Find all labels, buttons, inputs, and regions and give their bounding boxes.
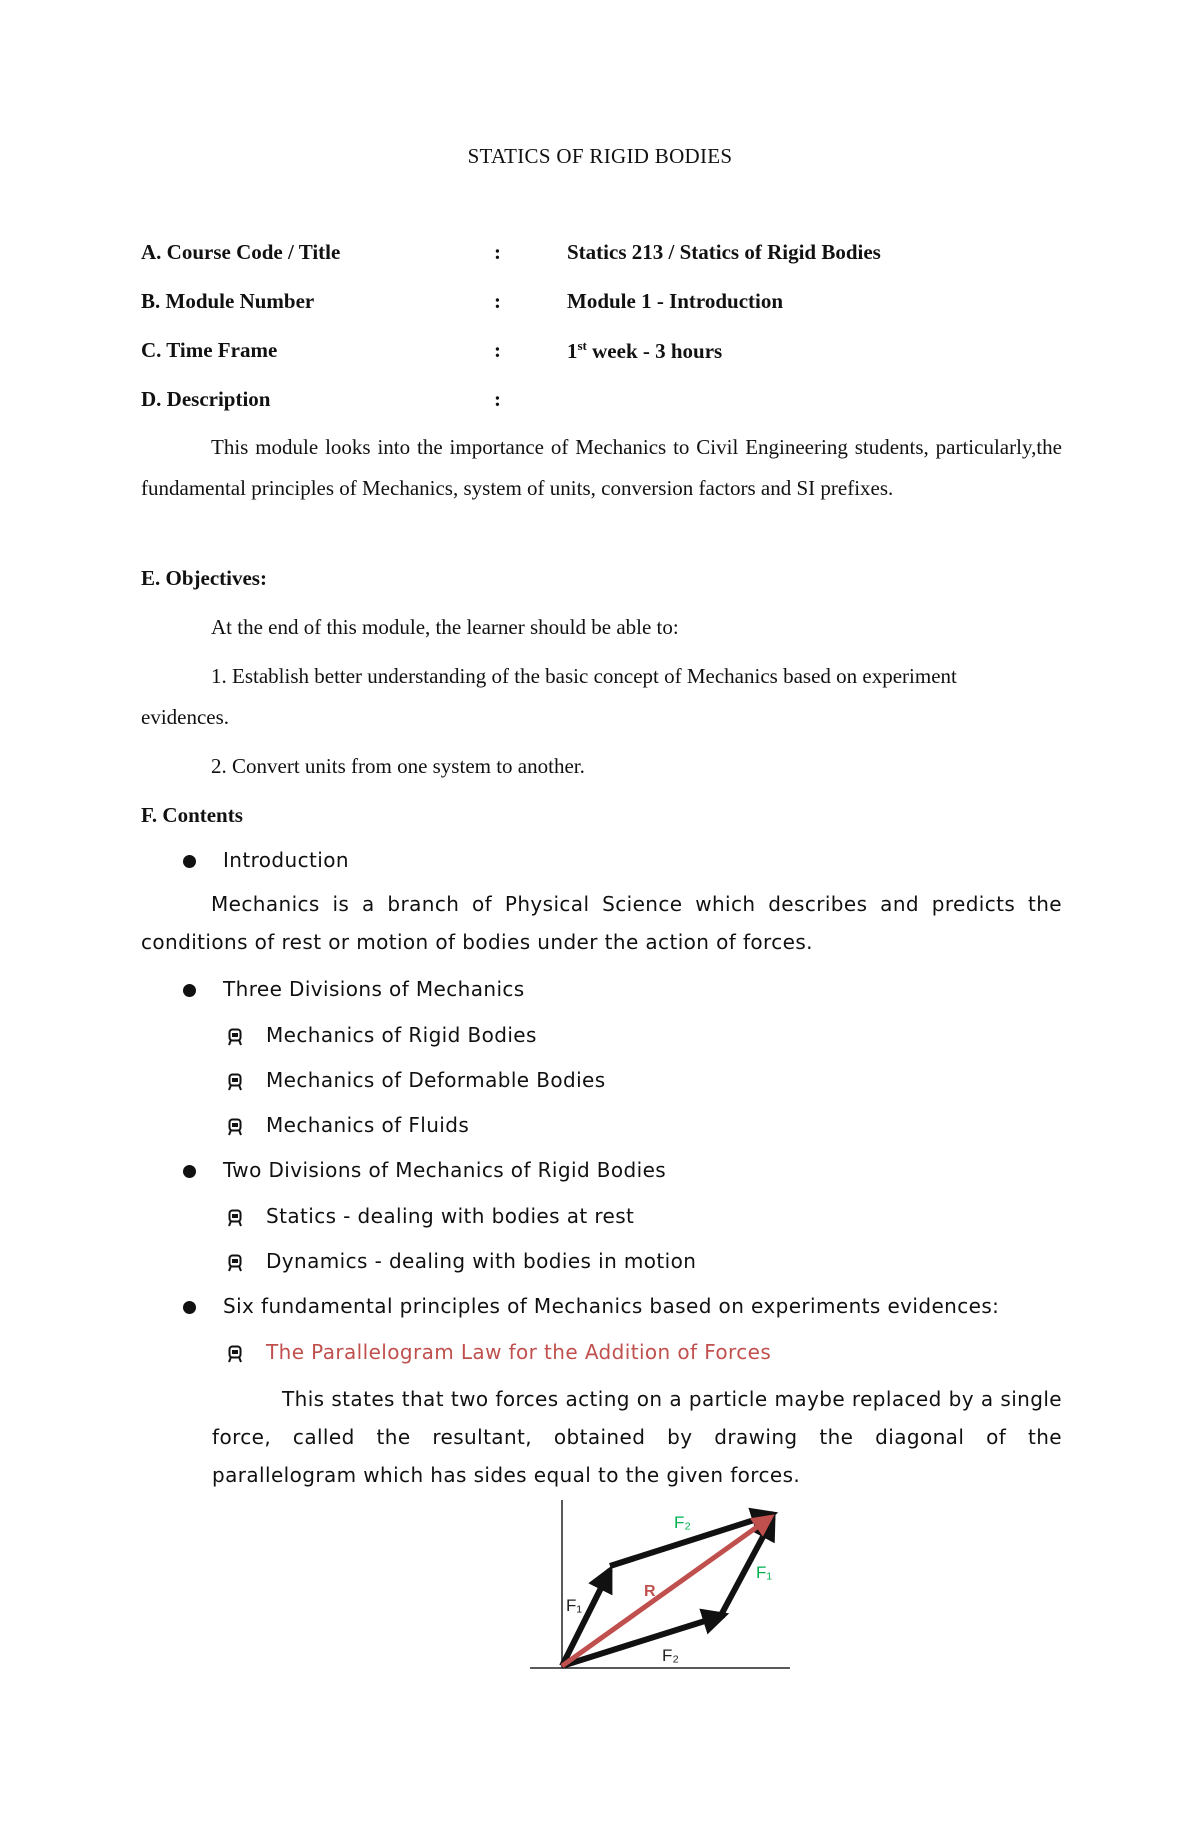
sub-item-text: Mechanics of Fluids <box>266 1113 470 1137</box>
mechanics-definition: Mechanics is a branch of Physical Science which describes and predicts the conditions of rest or motion of bodies under the action of forces. <box>141 892 1062 954</box>
page-title: STATICS OF RIGID BODIES <box>467 144 733 168</box>
sub-item-text: The Parallelogram Law for the Addition of Forces <box>266 1340 772 1364</box>
info-value-number: 1 <box>567 339 578 363</box>
sub-bullet-icon <box>228 1073 242 1091</box>
info-label: C. Time Frame <box>141 338 278 362</box>
contents-heading: F. Contents <box>141 803 243 827</box>
sub-item-text: Dynamics - dealing with bodies in motion <box>266 1249 697 1273</box>
bullet-two-divisions <box>183 1158 883 1188</box>
parallelogram-description: This states that two forces acting on a particle maybe replaced by a single force, called the resultant, obtained by drawing the diagonal of the parallelogram which has sides equal to the given forces. <box>212 1387 1062 1487</box>
label-f1-left: F₁ <box>566 1596 583 1615</box>
bullet-text: Introduction <box>223 848 349 872</box>
resultant-arrow <box>562 1517 771 1666</box>
info-colon: : <box>494 240 501 264</box>
sub-item-dynamics <box>228 1249 928 1279</box>
label-f1-right: F₁ <box>756 1563 773 1582</box>
info-colon: : <box>494 338 501 362</box>
objective-item-1-continued: evidences. <box>141 705 230 729</box>
objective-item-1: 1. Establish better understanding of the basic concept of Mechanics based on experiment <box>211 664 957 688</box>
info-value <box>567 338 722 364</box>
bullet-text: Six fundamental principles of Mechanics based on experiments evidences: <box>223 1294 1000 1318</box>
sub-bullet-icon <box>228 1254 242 1272</box>
description-paragraph: This module looks into the importance of Mechanics to Civil Engineering students, particularly,the fundamental principles of Mechanics, system of units, conversion factors and SI prefixes. <box>141 435 1062 500</box>
bullet-dot-icon <box>183 984 196 997</box>
info-label: B. Module Number <box>141 289 315 313</box>
info-value-rest: week - 3 hours <box>586 339 723 363</box>
bullet-six-principles <box>183 1294 1083 1324</box>
info-colon: : <box>494 289 501 313</box>
sub-item-text: Statics - dealing with bodies at rest <box>266 1204 635 1228</box>
bullet-dot-icon <box>183 1165 196 1178</box>
sub-bullet-icon <box>228 1118 242 1136</box>
sub-bullet-icon <box>228 1028 242 1046</box>
sub-item-text: Mechanics of Deformable Bodies <box>266 1068 606 1092</box>
parallelogram-diagram <box>528 1498 798 1688</box>
info-value: Module 1 - Introduction <box>567 289 784 313</box>
label-f2-top: F₂ <box>674 1513 691 1532</box>
info-row-course <box>141 240 1071 270</box>
info-value: Statics 213 / Statics of Rigid Bodies <box>567 240 881 264</box>
sub-item-deformable-bodies <box>228 1068 928 1098</box>
sub-bullet-icon <box>228 1209 242 1227</box>
sub-item-parallelogram-law <box>228 1340 928 1370</box>
objectives-intro: At the end of this module, the learner should be able to: <box>211 615 679 639</box>
bullet-text: Two Divisions of Mechanics of Rigid Bodies <box>223 1158 667 1182</box>
info-row-description <box>141 387 1071 417</box>
sub-item-statics <box>228 1204 928 1234</box>
info-value-ordinal: st <box>577 338 587 353</box>
bullet-text: Three Divisions of Mechanics <box>223 977 525 1001</box>
bullet-introduction <box>183 848 883 878</box>
bullet-dot-icon <box>183 855 196 868</box>
info-row-time-frame <box>141 338 1071 368</box>
info-label: D. Description <box>141 387 271 411</box>
objective-item-2: 2. Convert units from one system to another. <box>211 754 585 778</box>
sub-item-fluids <box>228 1113 928 1143</box>
info-label: A. Course Code / Title <box>141 240 341 264</box>
bullet-three-divisions <box>183 977 883 1007</box>
bullet-dot-icon <box>183 1301 196 1314</box>
label-f2-bottom: F₂ <box>662 1646 679 1665</box>
label-resultant: R <box>644 1583 656 1600</box>
sub-item-text: Mechanics of Rigid Bodies <box>266 1023 537 1047</box>
info-colon: : <box>494 387 501 411</box>
sub-item-rigid-bodies <box>228 1023 928 1053</box>
sub-bullet-icon <box>228 1345 242 1363</box>
info-row-module <box>141 289 1071 319</box>
objectives-heading: E. Objectives: <box>141 566 267 590</box>
